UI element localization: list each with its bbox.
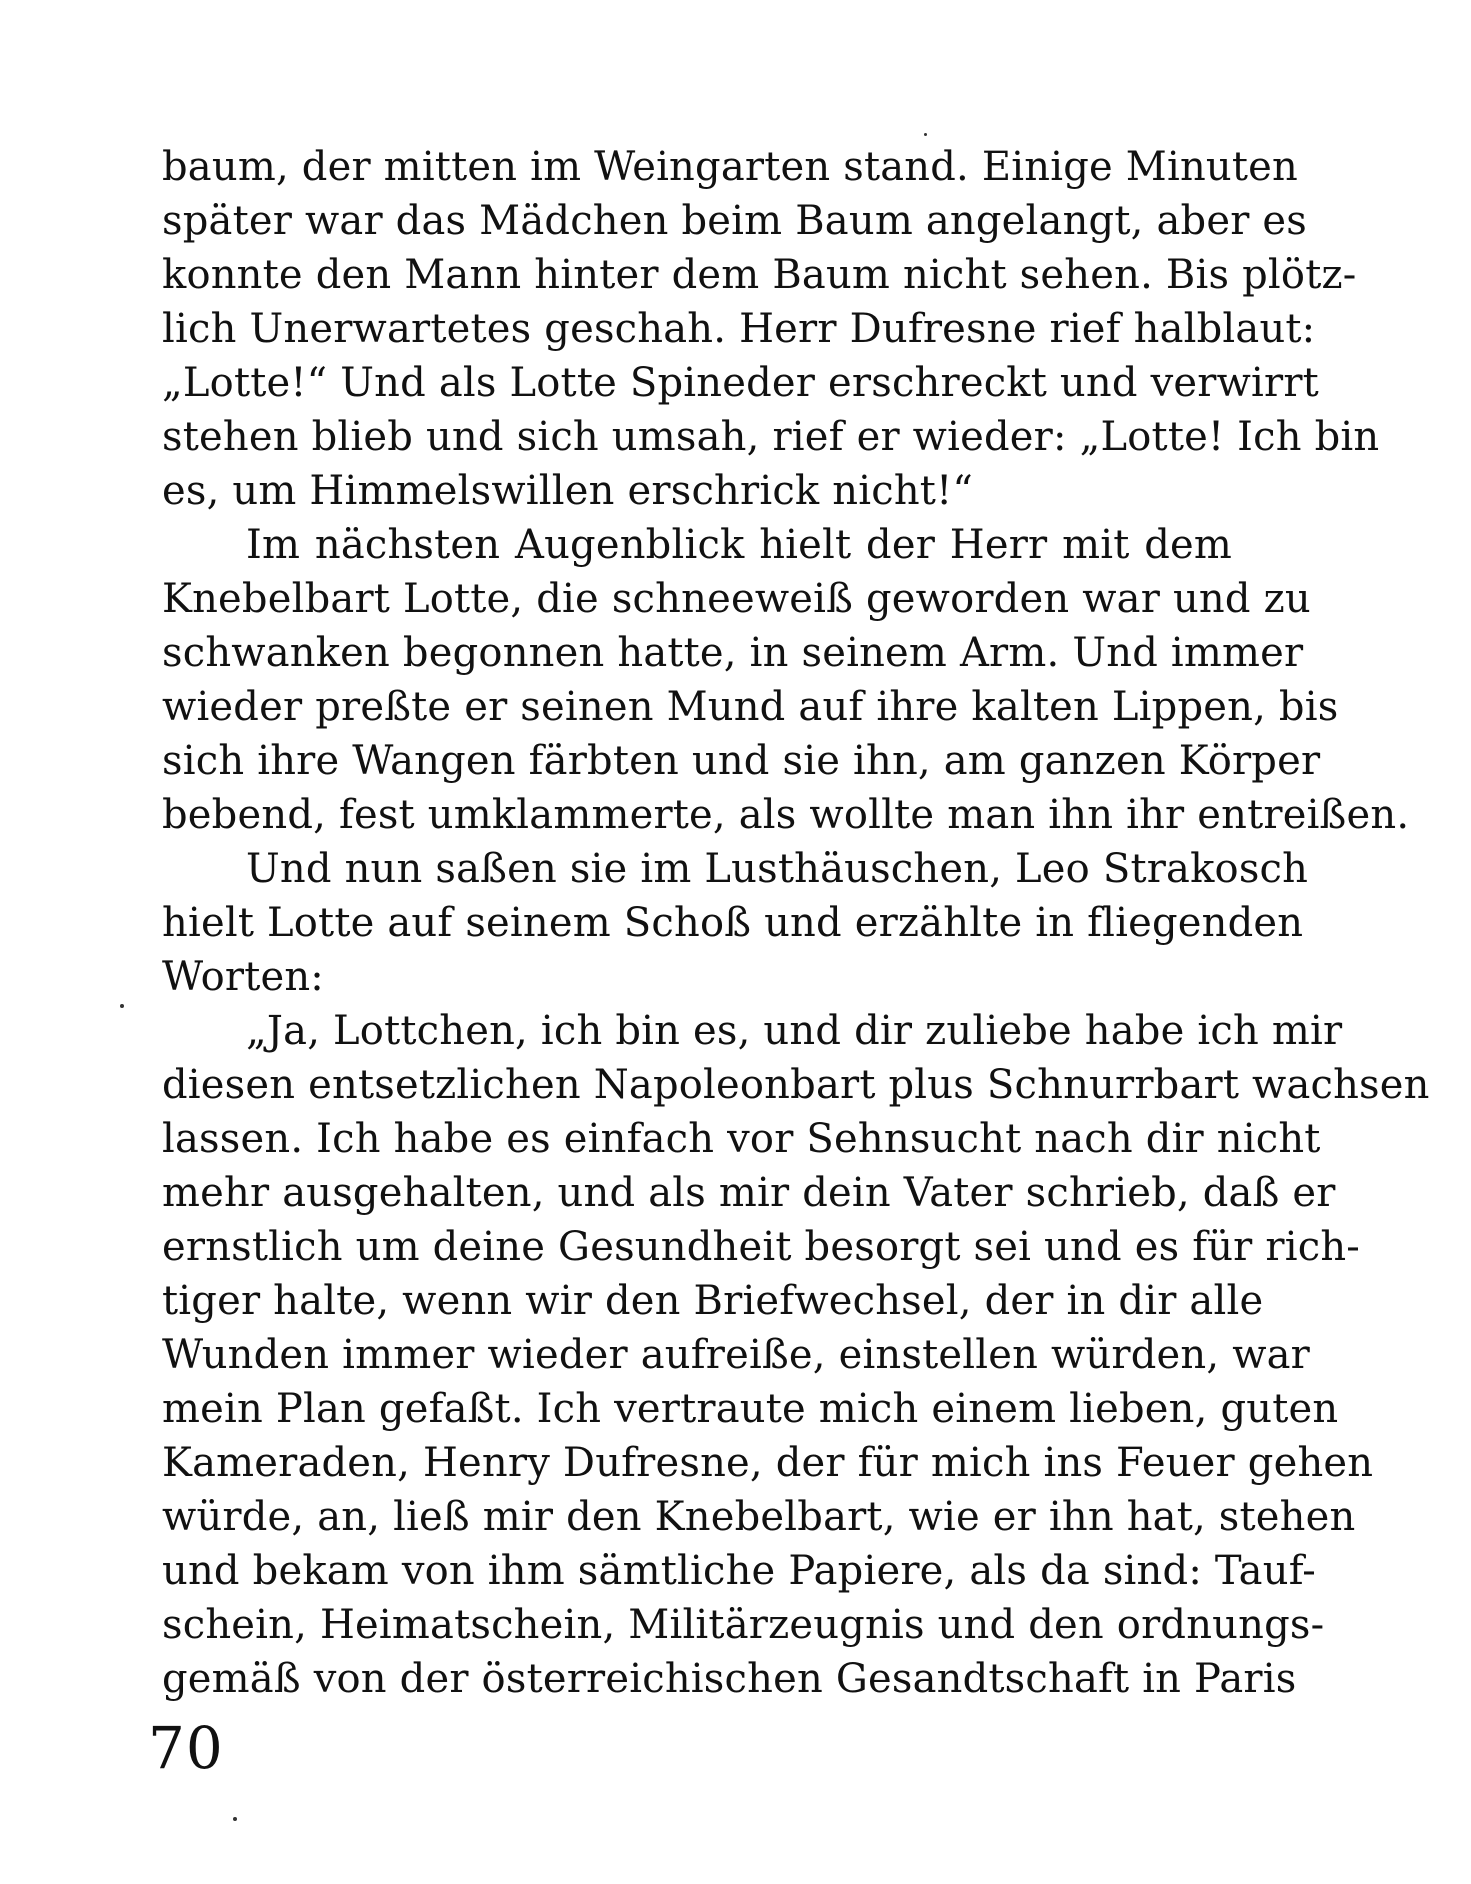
text-line: Wunden immer wieder aufreiße, einstellen würden, war: [162, 1332, 1310, 1378]
text-line: „Ja, Lottchen, ich bin es, und dir zuliebe habe ich mir: [246, 1008, 1343, 1054]
page-number: 70: [148, 1714, 224, 1782]
scan-speck: [120, 1004, 124, 1008]
text-line: Und nun saßen sie im Lusthäuschen, Leo Strakosch: [246, 846, 1309, 892]
text-line: würde, an, ließ mir den Knebelbart, wie er ihn hat, stehen: [162, 1494, 1356, 1540]
text-line: baum, der mitten im Weingarten stand. Einige Minuten: [162, 144, 1298, 190]
text-line: mehr ausgehalten, und als mir dein Vater schrieb, daß er: [162, 1170, 1336, 1216]
body-text: [162, 140, 1430, 1706]
text-line: schein, Heimatschein, Militärzeugnis und den ordnungs-: [162, 1602, 1325, 1648]
text-line: Worten:: [162, 954, 324, 1000]
text-line: ernstlich um deine Gesundheit besorgt sei und es für rich-: [162, 1224, 1361, 1270]
text-line: lassen. Ich habe es einfach vor Sehnsucht nach dir nicht: [162, 1116, 1321, 1162]
text-line: Kameraden, Henry Dufresne, der für mich ins Feuer gehen: [162, 1440, 1374, 1486]
text-line: schwanken begonnen hatte, in seinem Arm. Und immer: [162, 630, 1304, 676]
text-line: es, um Himmelswillen erschrick nicht!“: [162, 468, 973, 514]
text-line: sich ihre Wangen färbten und sie ihn, am ganzen Körper: [162, 738, 1321, 784]
scan-speck: [233, 1817, 237, 1821]
text-line: „Lotte!“ Und als Lotte Spineder erschreckt und verwirrt: [162, 360, 1319, 406]
text-line: Im nächsten Augenblick hielt der Herr mit dem: [246, 522, 1232, 568]
scan-speck: [924, 133, 927, 136]
text-line: bebend, fest umklammerte, als wollte man ihn ihr entreißen.: [162, 792, 1410, 838]
text-line: Knebelbart Lotte, die schneeweiß geworden war und zu: [162, 576, 1311, 622]
text-line: diesen entsetzlichen Napoleonbart plus Schnurrbart wachsen: [162, 1062, 1430, 1108]
text-line: stehen blieb und sich umsah, rief er wieder: „Lotte! Ich bin: [162, 414, 1380, 460]
text-line: später war das Mädchen beim Baum angelangt, aber es: [162, 198, 1308, 244]
text-line: und bekam von ihm sämtliche Papiere, als da sind: Tauf-: [162, 1548, 1316, 1594]
text-line: mein Plan gefaßt. Ich vertraute mich einem lieben, guten: [162, 1386, 1339, 1432]
text-line: tiger halte, wenn wir den Briefwechsel, der in dir alle: [162, 1278, 1264, 1324]
text-line: wieder preßte er seinen Mund auf ihre kalten Lippen, bis: [162, 684, 1339, 730]
text-line: hielt Lotte auf seinem Schoß und erzählte in fliegenden: [162, 900, 1304, 946]
text-line: lich Unerwartetes geschah. Herr Dufresne rief halblaut:: [162, 306, 1316, 352]
text-line: gemäß von der österreichischen Gesandtschaft in Paris: [162, 1656, 1297, 1702]
text-line: konnte den Mann hinter dem Baum nicht sehen. Bis plötz-: [162, 252, 1357, 298]
